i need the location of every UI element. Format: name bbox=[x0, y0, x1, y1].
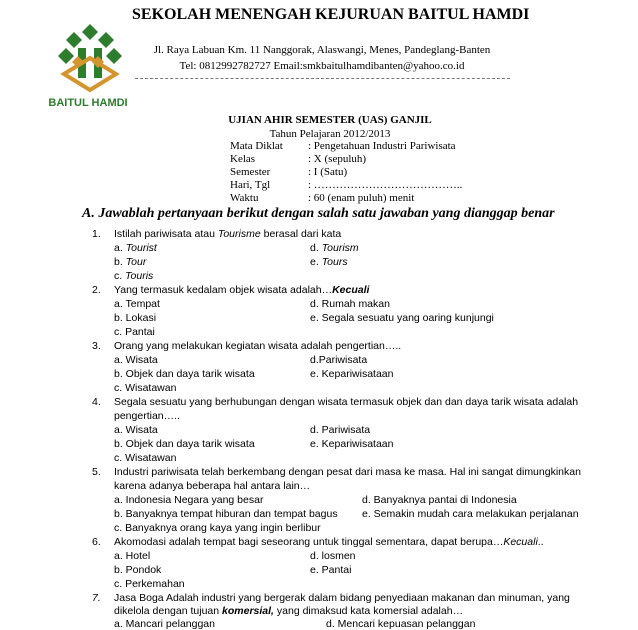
option-b: b. Objek dan daya tarik wisata bbox=[114, 438, 255, 450]
option-e: e. Kepariwisataan bbox=[310, 368, 394, 380]
info-label: Hari, Tgl bbox=[230, 179, 271, 191]
option-b: b. Tour bbox=[114, 256, 147, 268]
option-d: d. Pariwisata bbox=[310, 424, 371, 436]
option-a: a. Wisata bbox=[114, 424, 158, 436]
question-text-end: .. bbox=[537, 536, 544, 548]
option-d: d.Pariwisata bbox=[310, 354, 368, 366]
question-text: Industri pariwisata telah berkembang dengan pesat dari masa ke masa. Hal ini sangat dimungkinkan bbox=[114, 466, 581, 478]
option-e: e. Semakin mudah cara melakukan perjalanan bbox=[362, 508, 579, 520]
info-row-semester bbox=[230, 166, 347, 180]
option-d: d. Mencari kepuasan pelanggan bbox=[326, 618, 476, 630]
question-5 bbox=[92, 466, 581, 478]
option-e: e. Segala sesuatu yang oaring kunjungi bbox=[310, 312, 494, 324]
info-label: Kelas bbox=[230, 153, 256, 165]
option-a: a. Tourist bbox=[114, 242, 157, 254]
question-text-end: berasal dari kata bbox=[260, 228, 342, 240]
info-row-time bbox=[230, 192, 414, 206]
option-b: b. Lokasi bbox=[114, 312, 157, 324]
exam-title: UJIAN AHIR SEMESTER (UAS) GANJIL bbox=[228, 114, 432, 126]
question-6 bbox=[92, 536, 544, 548]
question-number: 6. bbox=[92, 536, 101, 548]
question-emphasis: Kecuali bbox=[503, 536, 538, 548]
question-text: Jasa Boga Adalah industri yang bergerak dalam bidang penyediaan makanan dan minuman, yang bbox=[114, 592, 570, 604]
option-a: a. Mancari pelanggan bbox=[114, 618, 215, 630]
info-row-date bbox=[230, 179, 462, 193]
question-number: 2. bbox=[92, 284, 101, 296]
question-number: 3. bbox=[92, 340, 101, 352]
option-c: c. Wisatawan bbox=[114, 452, 177, 464]
school-address: Jl. Raya Labuan Km. 11 Nanggorak, Alaswangi, Menes, Pandeglang-Banten bbox=[153, 44, 491, 56]
info-value: : Pengetahuan Industri Pariwisata bbox=[308, 140, 456, 152]
option-e: e. Kepariwisataan bbox=[310, 438, 394, 450]
question-1 bbox=[92, 228, 341, 240]
option-d: d. Tourism bbox=[310, 242, 359, 254]
option-b: b. Pondok bbox=[114, 564, 162, 576]
option-a: a. Wisata bbox=[114, 354, 158, 366]
option-d: d. losmen bbox=[310, 550, 356, 562]
question-7 bbox=[92, 592, 570, 604]
question-number: 7. bbox=[92, 592, 101, 604]
option-e: e. Pantai bbox=[310, 564, 352, 576]
option-b: b. Banyaknya tempat hiburan dan tempat bagus bbox=[114, 508, 338, 520]
option-d: d. Rumah makan bbox=[310, 298, 390, 310]
option-c: c. Perkemahan bbox=[114, 578, 185, 590]
option-b: b. Objek dan daya tarik wisata bbox=[114, 368, 255, 380]
info-label: Waktu bbox=[230, 192, 259, 204]
question-4 bbox=[92, 396, 578, 408]
option-a: a. Hotel bbox=[114, 550, 151, 562]
question-text-cont: dikelola dengan tujuan komersial, yang dimaksud kata komersial adalah… bbox=[114, 605, 464, 617]
question-number: 1. bbox=[92, 228, 101, 240]
question-number: 5. bbox=[92, 466, 101, 478]
question-emphasis: Tourisme bbox=[217, 228, 261, 240]
option-c: c. Wisatawan bbox=[114, 382, 177, 394]
question-text: Istilah pariwisata atau bbox=[114, 228, 218, 240]
option-e: e. Tours bbox=[310, 256, 348, 268]
question-number: 4. bbox=[92, 396, 101, 408]
section-heading: A. Jawablah pertanyaan berikut dengan salah satu jawaban yang dianggap benar bbox=[82, 206, 555, 221]
info-value: : I (Satu) bbox=[308, 166, 348, 178]
question-emphasis: Kecuali bbox=[332, 284, 370, 296]
info-value: : ………………………………….. bbox=[308, 179, 463, 191]
question-3 bbox=[92, 340, 401, 352]
header-divider bbox=[135, 78, 510, 79]
option-c: c. Banyaknya orang kaya yang ingin berlibur bbox=[114, 522, 321, 534]
question-text: Segala sesuatu yang berhubungan dengan wisata termasuk objek dan dan daya tarik wisata adalah bbox=[114, 396, 579, 408]
question-text-cont: karena adanya beberapa hal antara lain… bbox=[114, 480, 311, 492]
question-text: Akomodasi adalah tempat bagi seseorang untuk tinggal sementara, dapat berupa… bbox=[114, 536, 504, 548]
logo-text: BAITUL HAMDI bbox=[48, 97, 128, 109]
question-text-cont: pengertian….. bbox=[114, 410, 180, 422]
question-text: Orang yang melakukan kegiatan wisata adalah pengertian….. bbox=[114, 340, 402, 352]
option-a: a. Indonesia Negara yang besar bbox=[114, 494, 264, 506]
info-row-subject bbox=[230, 140, 456, 154]
info-label: Semester bbox=[230, 166, 271, 178]
info-label: Mata Diklat bbox=[230, 140, 283, 152]
school-contact: Tel: 0812992782727 Email:smkbaitulhamdibanten@yahoo.co.id bbox=[179, 60, 465, 72]
option-a: a. Tempat bbox=[114, 298, 160, 310]
info-value: : X (sepuluh) bbox=[308, 153, 367, 165]
question-emphasis: komersial, bbox=[222, 605, 274, 617]
school-name: SEKOLAH MENENGAH KEJURUAN BAITUL HAMDI bbox=[132, 6, 530, 23]
option-c: c. Touris bbox=[114, 270, 154, 282]
exam-year: Tahun Pelajaran 2012/2013 bbox=[269, 128, 391, 140]
school-logo bbox=[44, 22, 132, 114]
option-d: d. Banyaknya pantai di Indonesia bbox=[362, 494, 517, 506]
question-text: Yang termasuk kedalam objek wisata adalah… bbox=[114, 284, 333, 296]
info-value: : 60 (enam puluh) menit bbox=[308, 192, 415, 204]
question-2 bbox=[92, 284, 369, 296]
info-row-class bbox=[230, 153, 366, 167]
option-c: c. Pantai bbox=[114, 326, 155, 338]
